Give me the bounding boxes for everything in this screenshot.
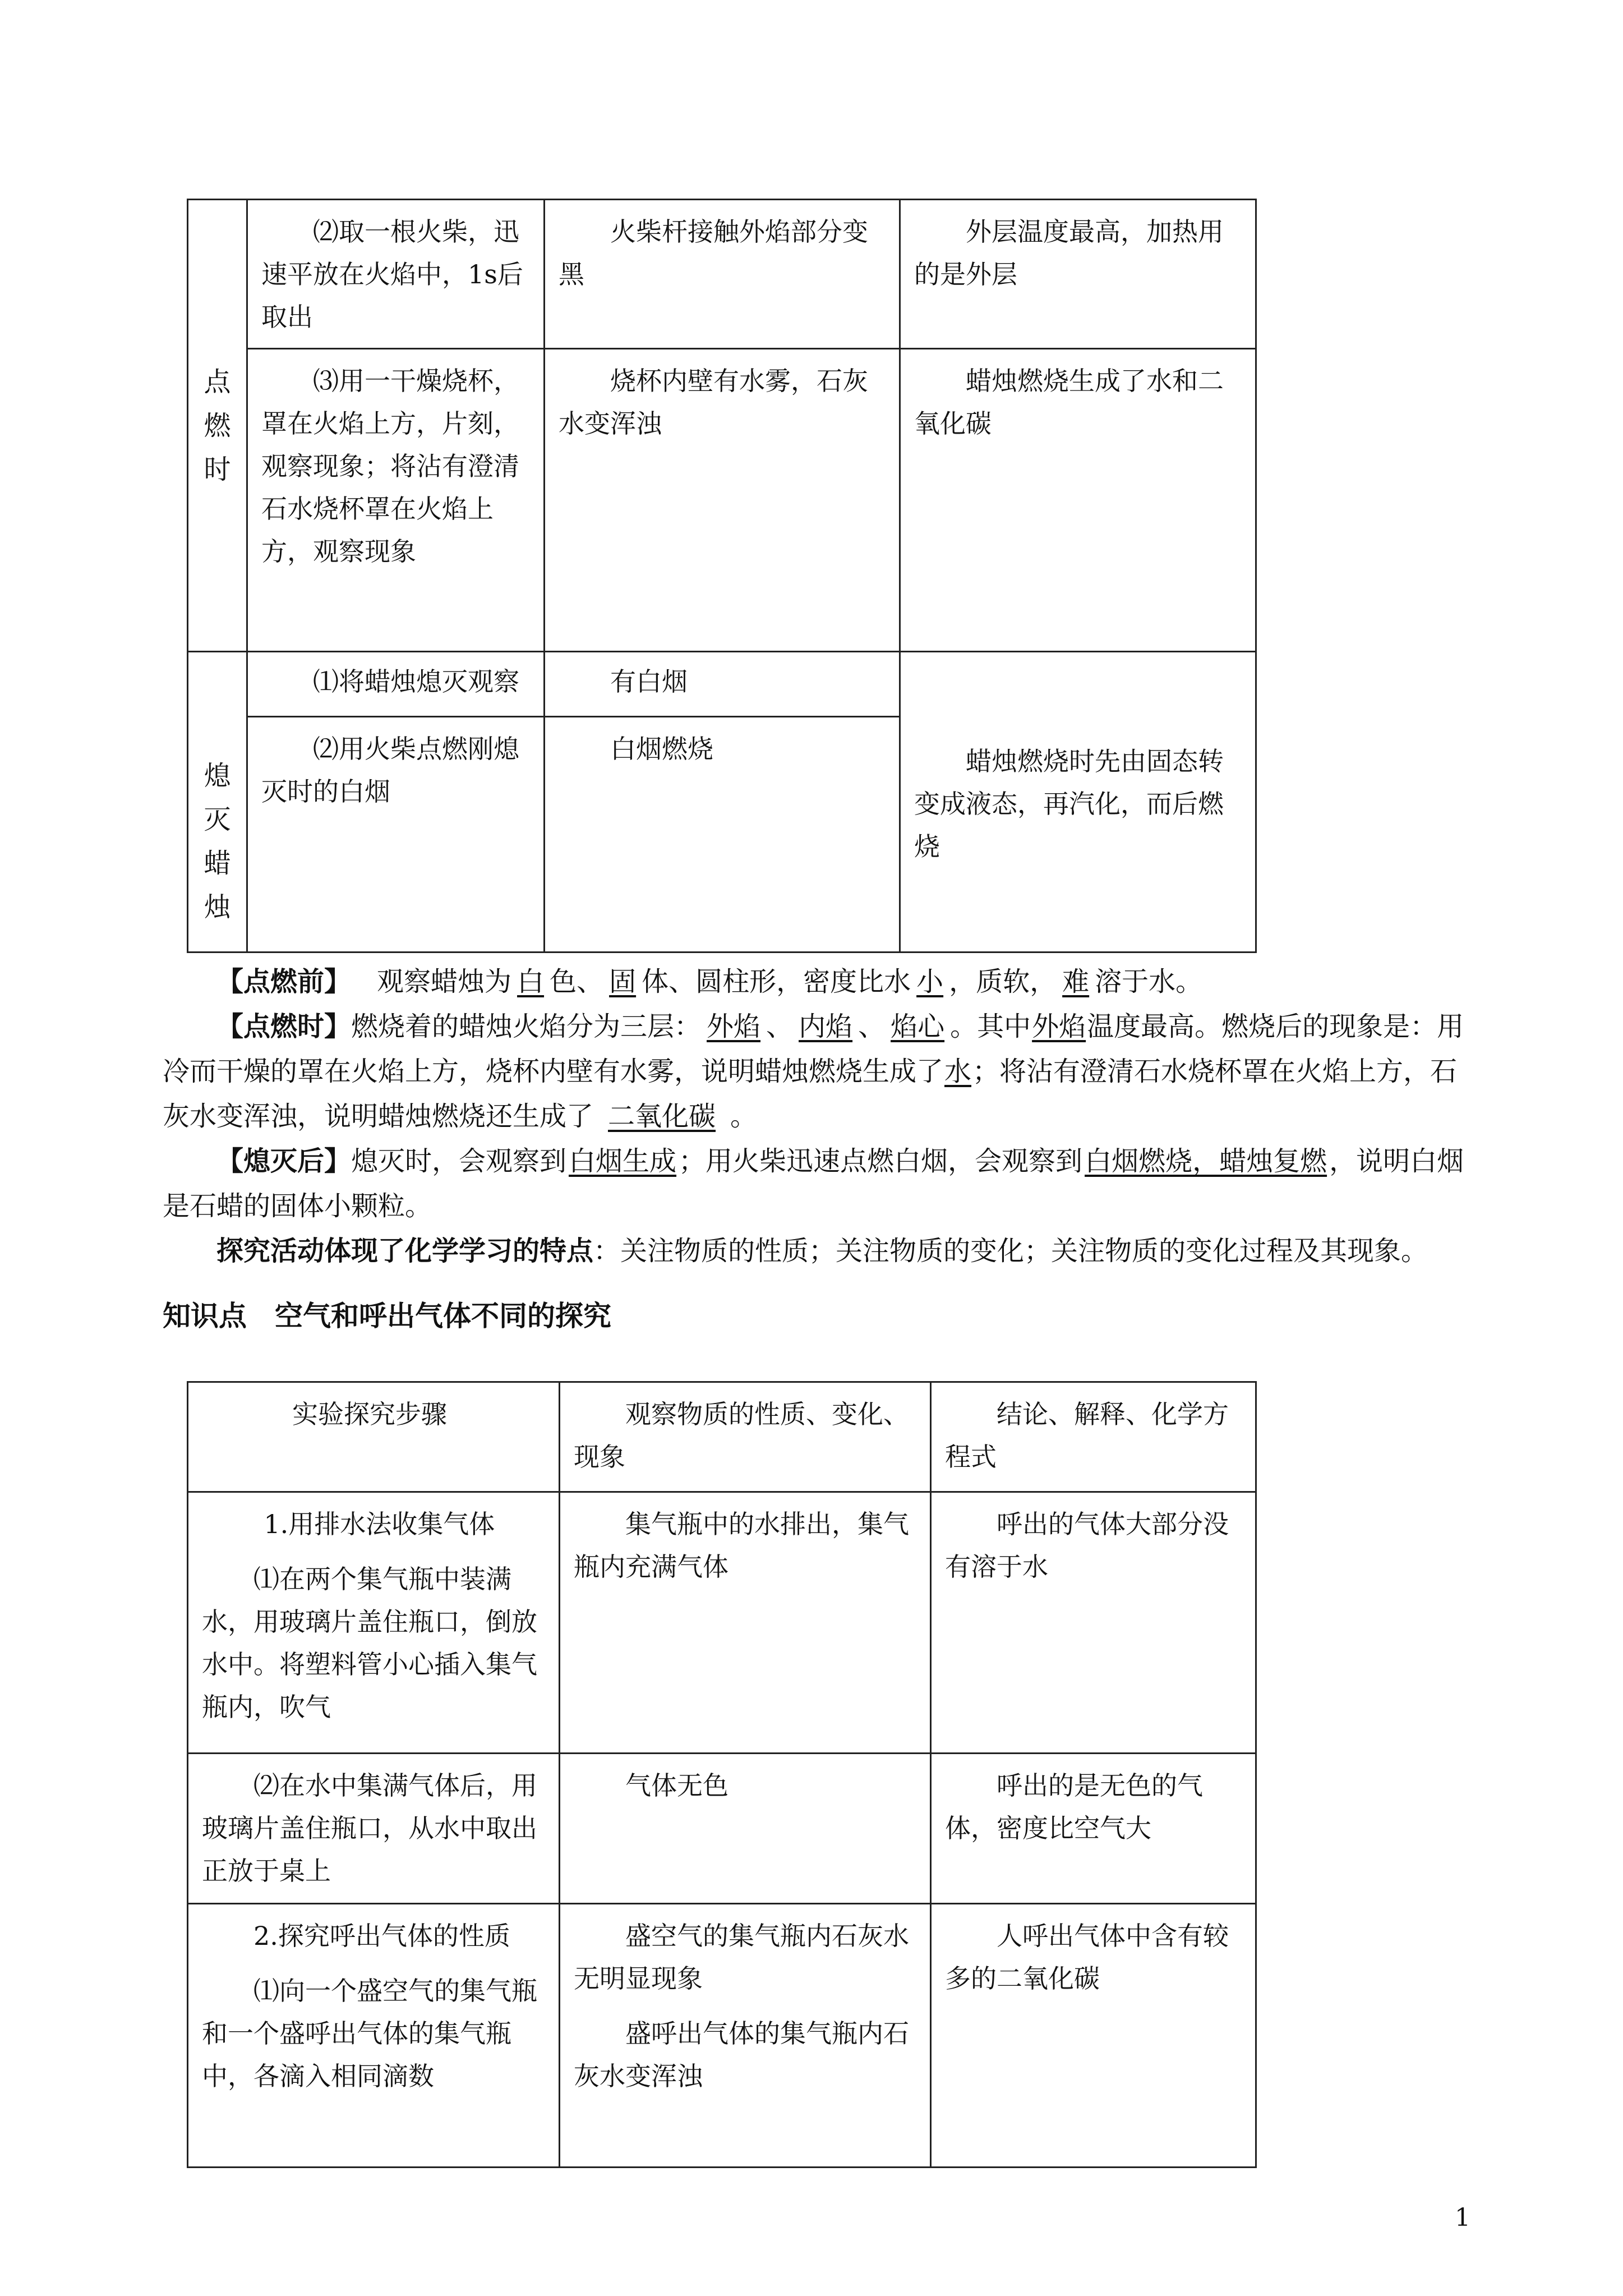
step-cell: ⑵用火柴点燃刚熄灭时的白烟 (247, 717, 545, 953)
table-row (188, 1754, 1256, 1904)
summary-before: 【点燃前】 观察蜡烛为 白 色、 固 体、圆柱形，密度比水 小 ，质软， 难 溶于水。 (216, 966, 1203, 997)
table-row (188, 349, 1256, 652)
step-cell: ⑵在水中集满气体后，用玻璃片盖住瓶口，从水中取出正放于桌上 (188, 1754, 560, 1904)
candle-experiment-table (187, 199, 1257, 953)
table-header-row (188, 1382, 1256, 1492)
page-number: 1 (1455, 2203, 1470, 2232)
step-cell: ⑵取一根火柴，迅速平放在火焰中，1s后取出 (247, 200, 545, 349)
stage-label: 点燃时 (204, 366, 231, 485)
conclusion-cell: 呼出的是无色的气体，密度比空气大 (931, 1754, 1256, 1904)
phenomenon-cell: 盛空气的集气瓶内石灰水无明显现象 盛呼出气体的集气瓶内石灰水变浑浊 (560, 1904, 931, 2168)
stage-cell-extinguish (188, 652, 247, 953)
table-row (188, 652, 1256, 717)
phenomenon-cell: 有白烟 (545, 652, 900, 717)
step-cell: 1.用排水法收集气体 ⑴在两个集气瓶中装满水，用玻璃片盖住瓶口，倒放水中。将塑料管小心插入集气瓶内，吹气 (188, 1492, 560, 1754)
stage-cell-lighting (188, 200, 247, 652)
phenomenon-cell: 白烟燃烧 (545, 717, 900, 953)
phenomenon-cell: 气体无色 (560, 1754, 931, 1904)
table-row (188, 200, 1256, 349)
conclusion-cell: 蜡烛燃烧时先由固态转变成液态，再汽化，而后燃烧 (900, 652, 1256, 953)
step-cell: ⑶用一干燥烧杯，罩在火焰上方，片刻，观察现象；将沾有澄清石水烧杯罩在火焰上方，观察现象 (247, 349, 545, 652)
column-header: 实验探究步骤 (188, 1382, 560, 1492)
conclusion-cell: 人呼出气体中含有较多的二氧化碳 (931, 1904, 1256, 2168)
summary-block (163, 959, 1469, 1273)
column-header: 观察物质的性质、变化、现象 (560, 1382, 931, 1492)
section-heading: 知识点 空气和呼出气体不同的探究 (163, 1300, 611, 1332)
conclusion-cell: 蜡烛燃烧生成了水和二氧化碳 (900, 349, 1256, 652)
step-cell: 2.探究呼出气体的性质 ⑴向一个盛空气的集气瓶和一个盛呼出气体的集气瓶中，各滴入相同滴数 (188, 1904, 560, 2168)
phenomenon-cell: 集气瓶中的水排出，集气瓶内充满气体 (560, 1492, 931, 1754)
table-row (188, 1492, 1256, 1754)
summary-features: 探究活动体现了化学学习的特点：关注物质的性质；关注物质的变化；关注物质的变化过程及其现象。 (216, 1235, 1428, 1267)
phenomenon-cell: 烧杯内壁有水雾，石灰水变浑浊 (545, 349, 900, 652)
breath-experiment-table (187, 1381, 1257, 2168)
table-row (188, 1904, 1256, 2168)
conclusion-cell: 呼出的气体大部分没有溶于水 (931, 1492, 1256, 1754)
step-cell: ⑴将蜡烛熄灭观察 (247, 652, 545, 717)
phenomenon-cell: 火柴杆接触外焰部分变黑 (545, 200, 900, 349)
summary-after: 【熄灭后】熄灭时，会观察到白烟生成；用火柴迅速点燃白烟，会观察到白烟燃烧，蜡烛复燃，说明白烟是石蜡的固体小颗粒。 (163, 1145, 1464, 1222)
conclusion-cell: 外层温度最高，加热用的是外层 (900, 200, 1256, 349)
column-header: 结论、解释、化学方程式 (931, 1382, 1256, 1492)
summary-during: 【点燃时】燃烧着的蜡烛火焰分为三层： 外焰 、 内焰 、 焰心 。其中外焰温度最高。燃烧后的现象是：用冷而干燥的罩在火焰上方，烧杯内壁有水雾，说明蜡烛燃烧生成了水；将沾有澄清石水烧杯罩在火焰上方，石灰水变浑浊，说明蜡烛燃烧还生成了 二氧化碳 。 (163, 1011, 1464, 1132)
stage-label: 熄灭蜡烛 (204, 760, 231, 923)
